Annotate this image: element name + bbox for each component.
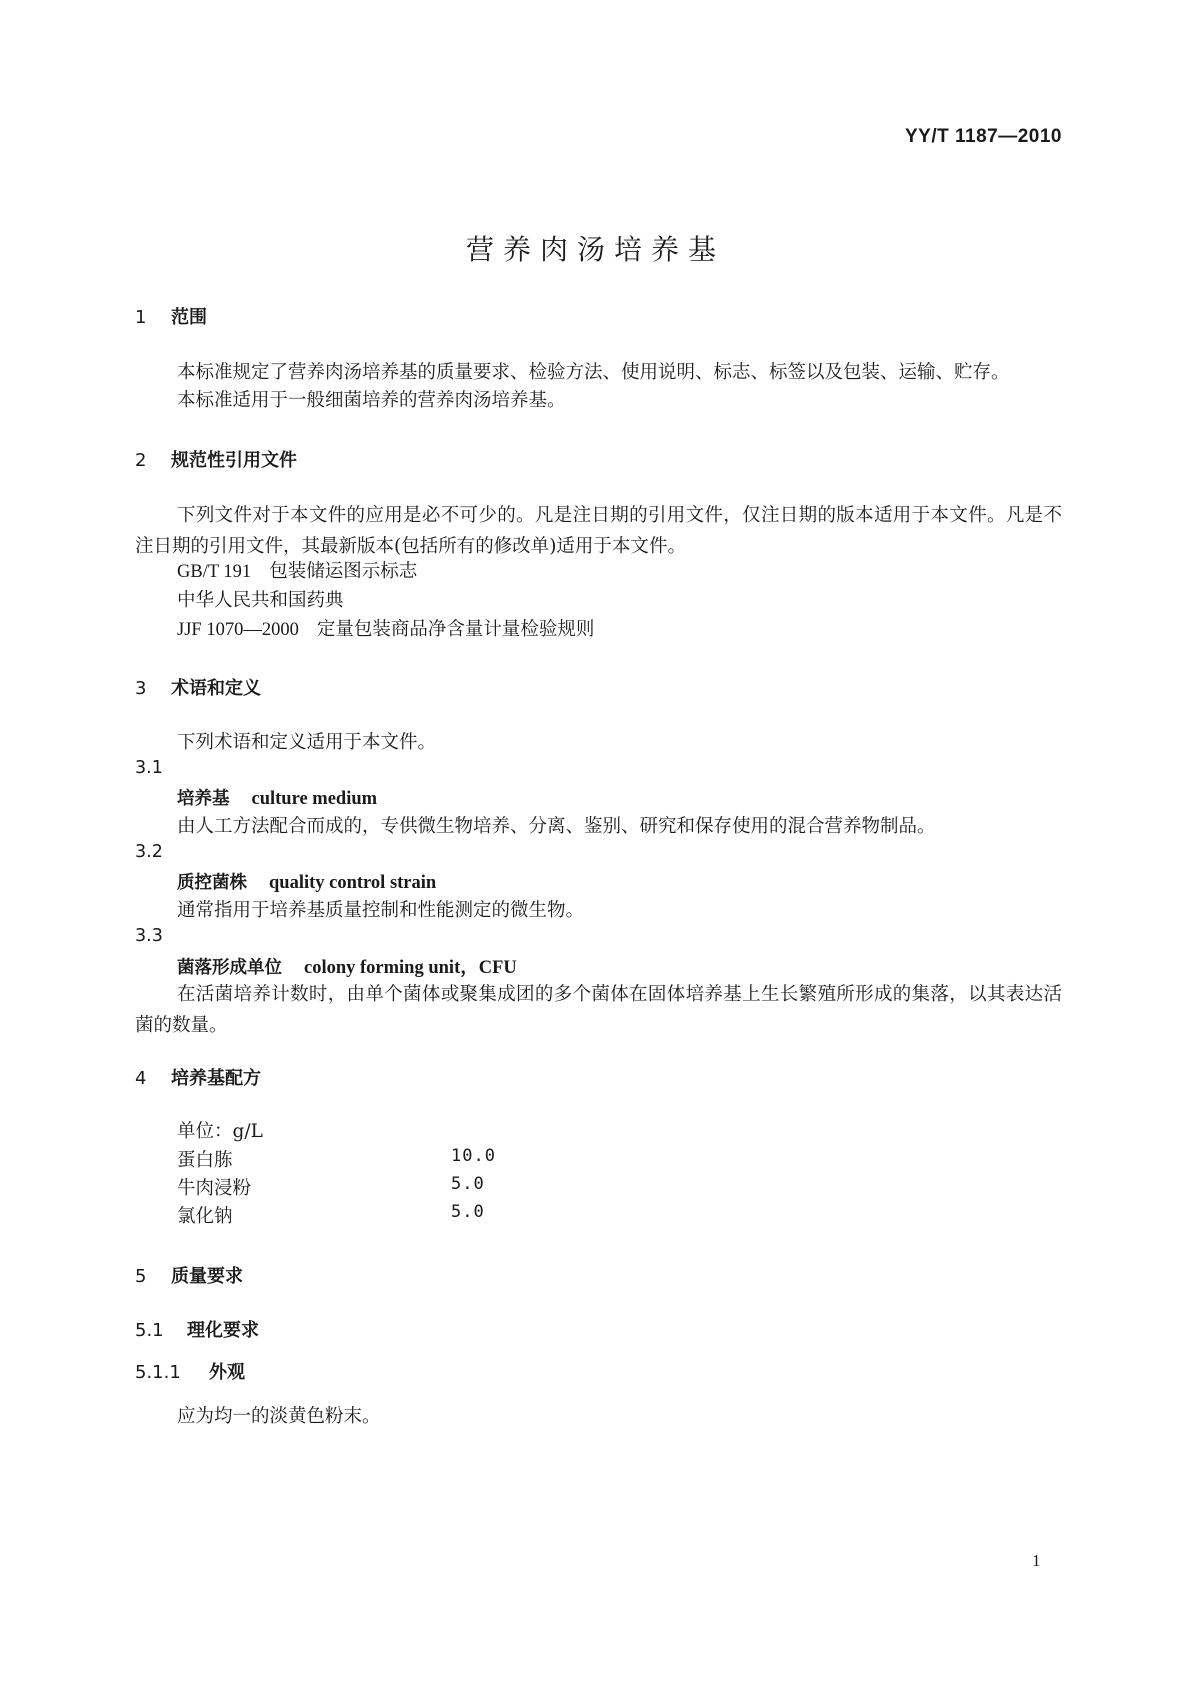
- section-title: 质量要求: [171, 1266, 243, 1287]
- section-title: 规范性引用文件: [171, 450, 297, 471]
- scope-paragraph-2: 本标准适用于一般细菌培养的营养肉汤培养基。: [177, 390, 566, 411]
- term-heading: [177, 869, 436, 894]
- document-title: 营养肉汤培养基: [465, 233, 725, 266]
- section-title: 术语和定义: [171, 678, 261, 699]
- reference-name: 中华人民共和国药典: [177, 590, 344, 611]
- term-definition: 由人工方法配合而成的，专供微生物培养、分离、鉴别、研究和保存使用的混合营养物制品。: [177, 816, 936, 837]
- references-intro-text: 下列文件对于本文件的应用是必不可少的。凡是注日期的引用文件，仅注日期的版本适用于本文件。凡是不注日期的引用文件，其最新版本(包括所有的修改单)适用于本文件。: [135, 505, 1062, 557]
- term-number: 3.3: [135, 926, 163, 946]
- formula-row: [177, 1174, 485, 1200]
- subsection-title: 理化要求: [187, 1320, 259, 1341]
- ingredient-name: 氯化钠: [177, 1206, 233, 1227]
- subsection-number: 5.1.1: [135, 1362, 181, 1383]
- scope-paragraph-1: 本标准规定了营养肉汤培养基的质量要求、检验方法、使用说明、标志、标签以及包装、运输、贮存。: [177, 362, 1010, 383]
- term-heading: [177, 785, 377, 810]
- term-number: 3.1: [135, 758, 163, 778]
- section-number: 4: [135, 1068, 147, 1089]
- term-number: 3.2: [135, 842, 163, 862]
- ingredient-amount: 5.0: [451, 1202, 485, 1222]
- term-en: culture medium: [251, 789, 378, 809]
- section-number: 3: [135, 678, 147, 699]
- term-zh: 质控菌株: [177, 873, 247, 893]
- term-zh: 培养基: [177, 789, 230, 809]
- subsection-number: 5.1: [135, 1320, 164, 1341]
- ingredient-name: 蛋白胨: [177, 1150, 233, 1171]
- section-1-heading: [135, 303, 207, 329]
- reference-item: [177, 557, 417, 587]
- subsection-5-1-1-heading: [135, 1358, 245, 1384]
- subsection-title: 外观: [209, 1362, 245, 1383]
- term-definition-text: 在活菌培养计数时，由单个菌体或聚集成团的多个菌体在固体培养基上生长繁殖所形成的集落，以其表达活菌的数量。: [135, 984, 1062, 1036]
- standard-code: YY/T 1187—2010: [905, 126, 1062, 147]
- section-number: 1: [135, 307, 147, 328]
- term-en: colony forming unit，CFU: [304, 958, 517, 978]
- section-title: 培养基配方: [171, 1068, 261, 1089]
- reference-code: JJF 1070—2000: [177, 620, 299, 640]
- term-heading: [177, 953, 517, 979]
- subsection-5-1-heading: [135, 1316, 259, 1342]
- term-zh: 菌落形成单位: [177, 958, 282, 978]
- section-number: 5: [135, 1266, 147, 1287]
- references-intro: [135, 500, 1062, 562]
- ingredient-amount: 5.0: [451, 1174, 485, 1194]
- reference-code: GB/T 191: [177, 562, 252, 582]
- ingredient-name: 牛肉浸粉: [177, 1178, 252, 1199]
- ingredient-amount: 10.0: [451, 1146, 496, 1166]
- term-definition: 通常指用于培养基质量控制和性能测定的微生物。: [177, 900, 585, 921]
- terms-intro: 下列术语和定义适用于本文件。: [177, 732, 437, 753]
- reference-item: [177, 586, 344, 616]
- section-number: 2: [135, 450, 147, 471]
- reference-name: 包装储运图示标志: [269, 561, 418, 582]
- section-2-heading: [135, 446, 297, 472]
- formula-row: [177, 1146, 496, 1172]
- reference-name: 定量包装商品净含量计量检验规则: [316, 619, 595, 640]
- section-4-heading: [135, 1064, 261, 1090]
- reference-item: [177, 615, 594, 645]
- formula-row: [177, 1202, 485, 1228]
- term-definition: [135, 979, 1062, 1041]
- formula-unit: 单位：g/L: [177, 1121, 263, 1142]
- section-5-heading: [135, 1262, 243, 1288]
- appearance-text: 应为均一的淡黄色粉末。: [177, 1406, 381, 1427]
- term-en: quality control strain: [269, 873, 437, 893]
- section-title: 范围: [171, 307, 207, 328]
- section-3-heading: [135, 674, 261, 700]
- page-number: 1: [1032, 1551, 1041, 1570]
